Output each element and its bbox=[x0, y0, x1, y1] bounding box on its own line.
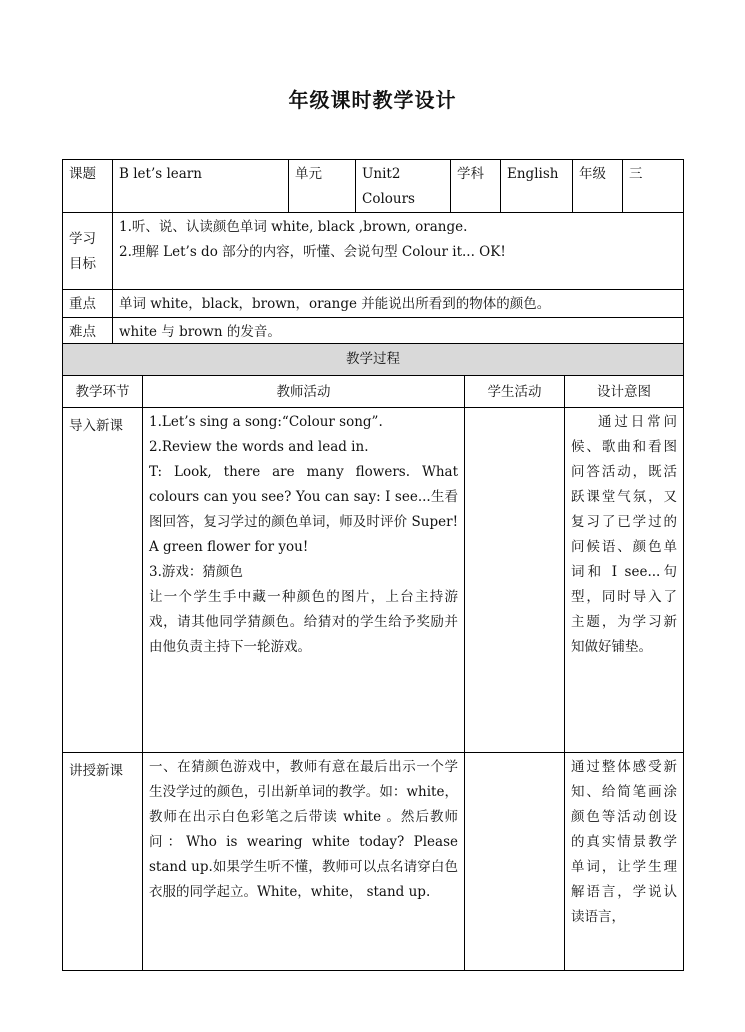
key-value: 单词 white，black，brown，orange 并能说出所看到的物体的颜色。 bbox=[113, 290, 684, 318]
grade-value: 三 bbox=[623, 160, 684, 213]
topic-label: 课题 bbox=[63, 160, 113, 213]
col-intent: 设计意图 bbox=[565, 376, 684, 408]
unit-value bbox=[356, 160, 451, 213]
difficult-label: 难点 bbox=[63, 318, 113, 346]
teacher-activity-cell bbox=[143, 753, 465, 971]
teacher-line: 3.游戏：猜颜色 bbox=[149, 564, 243, 580]
page-title: 年级课时教学设计 bbox=[288, 88, 457, 112]
unit-value-line-1: Unit2 bbox=[362, 166, 401, 182]
stage-cell: 导入新课 bbox=[63, 408, 143, 753]
process-row bbox=[63, 753, 684, 971]
objective-1: 1.听、说、认读颜色单词 white, black ,brown, orange. bbox=[119, 219, 468, 235]
student-activity-cell bbox=[465, 753, 565, 971]
info-table bbox=[62, 159, 684, 346]
key-label: 重点 bbox=[63, 290, 113, 318]
student-activity-cell bbox=[465, 408, 565, 753]
unit-value-line-2: Colours bbox=[362, 191, 415, 207]
design-intent-cell: 通过整体感受新知、给简笔画涂颜色等活动创设的真实情景教学单词，让学生理解语言，学说认读语言， bbox=[565, 753, 684, 971]
stage-cell: 讲授新课 bbox=[63, 753, 143, 971]
teacher-line: 一、在猜颜色游戏中，教师有意在最后出示一个学生没学过的颜色，引出新单词的教学。如：white，教师在出示白色彩笔之后带读 white 。然后教师问：Who is wearing white today? Please stand up.如果学生听不懂，教师可以点名请穿白色衣服的同学起立。White，white， stand up. bbox=[149, 759, 458, 900]
objectives-value bbox=[113, 213, 684, 290]
difficult-value: white 与 brown 的发音。 bbox=[113, 318, 684, 346]
process-table bbox=[62, 343, 684, 971]
col-student: 学生活动 bbox=[465, 376, 565, 408]
topic-value: B let’s learn bbox=[113, 160, 289, 213]
subject-value: English bbox=[501, 160, 573, 213]
objectives-label-line-2: 目标 bbox=[69, 256, 96, 272]
grade-label: 年级 bbox=[573, 160, 623, 213]
teacher-line: T: Look, there are many flowers. What colours can you see? You can say: I see...生看图回答，复习学过的颜色单词，师及时评价 Super! A green flower for you! bbox=[149, 464, 458, 555]
section-header: 教学过程 bbox=[63, 344, 684, 376]
subject-label: 学科 bbox=[451, 160, 501, 213]
col-stage: 教学环节 bbox=[63, 376, 143, 408]
teacher-activity-cell bbox=[143, 408, 465, 753]
objectives-label-line-1: 学习 bbox=[69, 231, 96, 247]
process-row bbox=[63, 408, 684, 753]
objectives-label bbox=[63, 213, 113, 290]
teacher-line: 2.Review the words and lead in. bbox=[149, 439, 369, 455]
teacher-line: 让一个学生手中藏一种颜色的图片，上台主持游戏，请其他同学猜颜色。给猜对的学生给予奖励并由他负责主持下一轮游戏。 bbox=[149, 589, 458, 655]
col-teacher: 教师活动 bbox=[143, 376, 465, 408]
objective-2: 2.理解 Let’s do 部分的内容，听懂、会说句型 Colour it... OK! bbox=[119, 244, 506, 260]
teacher-line: 1.Let’s sing a song:“Colour song”. bbox=[149, 414, 383, 430]
unit-label: 单元 bbox=[289, 160, 356, 213]
design-intent-cell: 通过日常问候、歌曲和看图问答活动，既活跃课堂气氛，又复习了已学过的问候语、颜色单词和 I see...句型，同时导入了主题，为学习新知做好铺垫。 bbox=[565, 408, 684, 753]
